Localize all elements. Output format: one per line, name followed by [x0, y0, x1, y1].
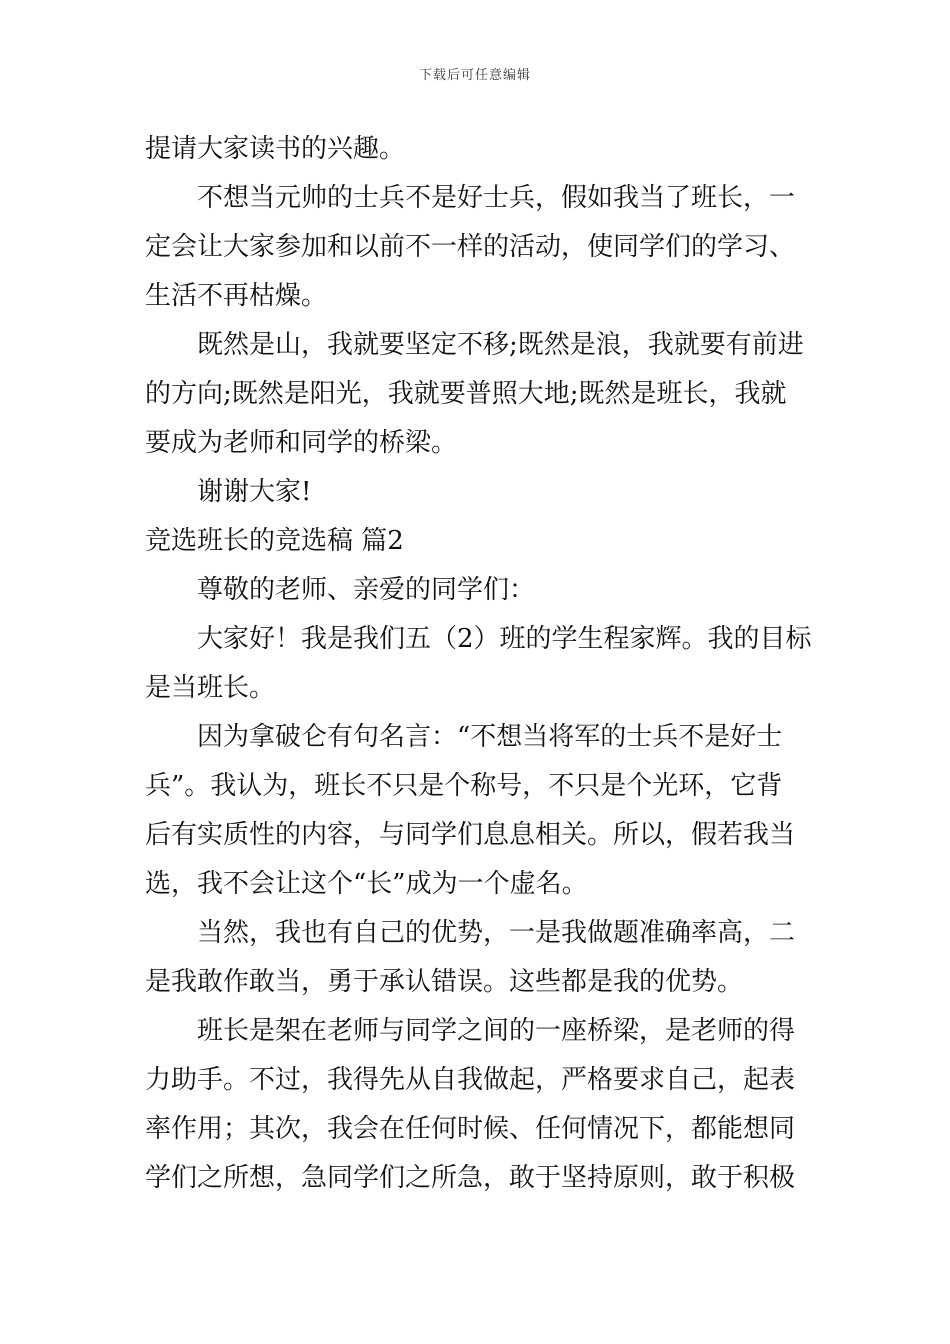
paragraph-line: 是我敢作敢当，勇于承认错误。这些都是我的优势。 — [145, 967, 744, 997]
paragraph-line: 不想当元帅的士兵不是好士兵，假如我当了班长，一 — [197, 183, 796, 213]
page-header: 下载后可任意编辑 — [418, 68, 531, 83]
paragraph-line: 提请大家读书的兴趣。 — [145, 134, 406, 164]
paragraph-line: 既然是山，我就要坚定不移;既然是浪，我就要有前进 — [197, 330, 804, 360]
paragraph-line: 选，我不会让这个“长”成为一个虚名。 — [145, 869, 588, 899]
paragraph-line: 的方向;既然是阳光，我就要普照大地;既然是班长，我就 — [145, 379, 787, 409]
paragraph-line: 要成为老师和同学的桥梁。 — [145, 428, 458, 458]
paragraph-line: 因为拿破仑有句名言：“不想当将军的士兵不是好士 — [197, 722, 783, 752]
paragraph-line: 后有实质性的内容，与同学们息息相关。所以，假若我当 — [145, 820, 796, 850]
paragraph-line: 力助手。不过，我得先从自我做起，严格要求自己，起表 — [145, 1065, 796, 1095]
paragraph-line: 率作用；其次，我会在任何时候、任何情况下，都能想同 — [145, 1114, 796, 1144]
paragraph-line: 当然，我也有自己的优势，一是我做题准确率高，二 — [197, 918, 796, 948]
paragraph-line: 定会让大家参加和以前不一样的活动，使同学们的学习、 — [145, 232, 796, 262]
paragraph-line: 谢谢大家! — [197, 477, 312, 507]
paragraph-line: 学们之所想，急同学们之所急，敢于坚持原则，敢于积极 — [145, 1163, 796, 1193]
section-title: 竞选班长的竞选稿 篇2 — [145, 526, 404, 556]
paragraph-line: 尊敬的老师、亲爱的同学们： — [197, 575, 536, 605]
paragraph-line: 大家好！我是我们五（2）班的学生程家辉。我的目标 — [197, 624, 812, 654]
paragraph-line: 班长是架在老师与同学之间的一座桥梁，是老师的得 — [197, 1016, 796, 1046]
document-body — [145, 125, 810, 1203]
paragraph-line: 兵”。我认为，班长不只是个称号，不只是个光环，它背 — [145, 771, 783, 801]
paragraph-line: 是当班长。 — [145, 673, 276, 703]
paragraph-line: 生活不再枯燥。 — [145, 281, 328, 311]
